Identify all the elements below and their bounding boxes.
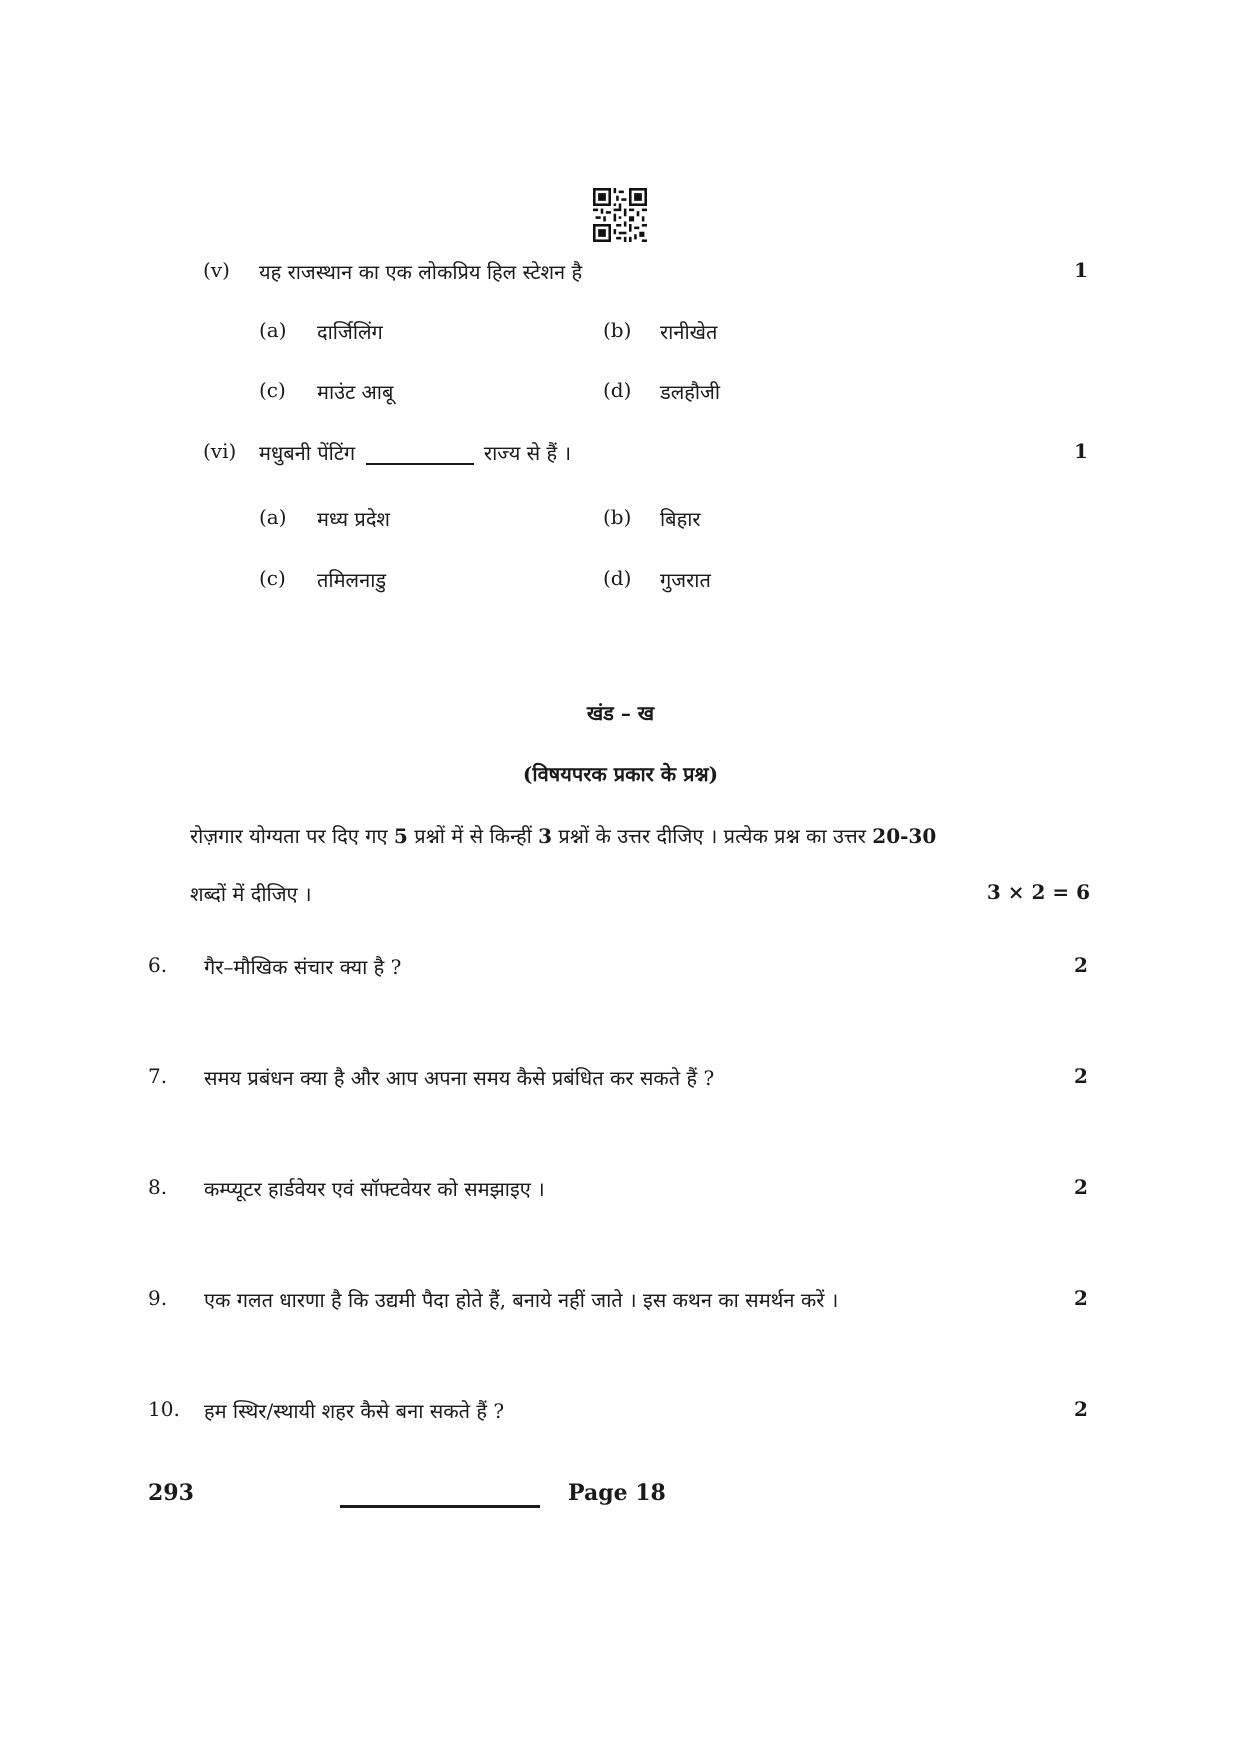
section-total-marks: 3 × 2 = 6 — [986, 880, 1090, 904]
qr-code-icon — [593, 188, 647, 242]
question-marks: 1 — [1074, 439, 1088, 463]
option-text: गुजरात — [660, 568, 711, 592]
question-text: एक गलत धारणा है कि उद्यमी पैदा होते हैं, बनाये नहीं जाते । इस कथन का समर्थन करें । — [204, 1288, 839, 1312]
option-text: बिहार — [660, 507, 701, 531]
option-text: रानीखेत — [660, 320, 718, 344]
question-text-before: मधुबनी पेंटिंग — [259, 441, 356, 465]
question-marks: 2 — [1074, 953, 1088, 977]
option-label: (d) — [603, 378, 632, 402]
question-marks: 2 — [1074, 1064, 1088, 1088]
question-number: 8. — [148, 1175, 168, 1199]
option-text: तमिलनाडु — [317, 568, 387, 592]
section-title: खंड – ख — [586, 701, 655, 725]
question-text — [259, 439, 571, 466]
page-number: Page 18 — [568, 1480, 666, 1506]
section-instruction: रोज़गार योग्यता पर दिए गए 5 प्रश्नों में से किन्हीं 3 प्रश्नों के उत्तर दीजिए । प्रत्येक प्रश्न का उत्तर 20-30 — [190, 824, 937, 848]
question-text: कम्प्यूटर हार्डवेयर एवं सॉफ्टवेयर को समझाइए । — [204, 1177, 545, 1201]
question-number: 10. — [148, 1397, 180, 1421]
option-label: (b) — [603, 318, 632, 342]
question-marks: 2 — [1074, 1397, 1088, 1421]
question-number: 9. — [148, 1286, 168, 1310]
paper-code: 293 — [148, 1480, 194, 1506]
question-number: 7. — [148, 1064, 168, 1088]
question-number: (vi) — [203, 439, 237, 463]
question-text: समय प्रबंधन क्या है और आप अपना समय कैसे प्रबंधित कर सकते हैं ? — [204, 1066, 715, 1090]
question-marks: 2 — [1074, 1175, 1088, 1199]
question-marks: 2 — [1074, 1286, 1088, 1310]
fill-in-blank — [366, 439, 474, 465]
section-instruction-line2: शब्दों में दीजिए । — [190, 882, 312, 906]
option-text: दार्जिलिंग — [317, 320, 383, 344]
question-text-after: राज्य से हैं । — [483, 441, 572, 465]
option-label: (c) — [259, 378, 286, 402]
question-number: (v) — [203, 258, 230, 282]
option-label: (a) — [259, 318, 287, 342]
option-label: (b) — [603, 505, 632, 529]
option-text: मध्य प्रदेश — [317, 507, 391, 531]
option-label: (c) — [259, 566, 286, 590]
footer-rule — [340, 1505, 540, 1508]
question-text: गैर–मौखिक संचार क्या है ? — [204, 955, 402, 979]
question-text: यह राजस्थान का एक लोकप्रिय हिल स्टेशन है — [259, 260, 583, 284]
question-text: हम स्थिर/स्थायी शहर कैसे बना सकते हैं ? — [204, 1399, 505, 1423]
question-number: 6. — [148, 953, 168, 977]
section-subtitle: (विषयपरक प्रकार के प्रश्न) — [522, 762, 719, 786]
question-marks: 1 — [1074, 258, 1088, 282]
option-text: डलहौजी — [660, 380, 721, 404]
option-text: माउंट आबू — [317, 380, 394, 404]
option-label: (a) — [259, 505, 287, 529]
option-label: (d) — [603, 566, 632, 590]
